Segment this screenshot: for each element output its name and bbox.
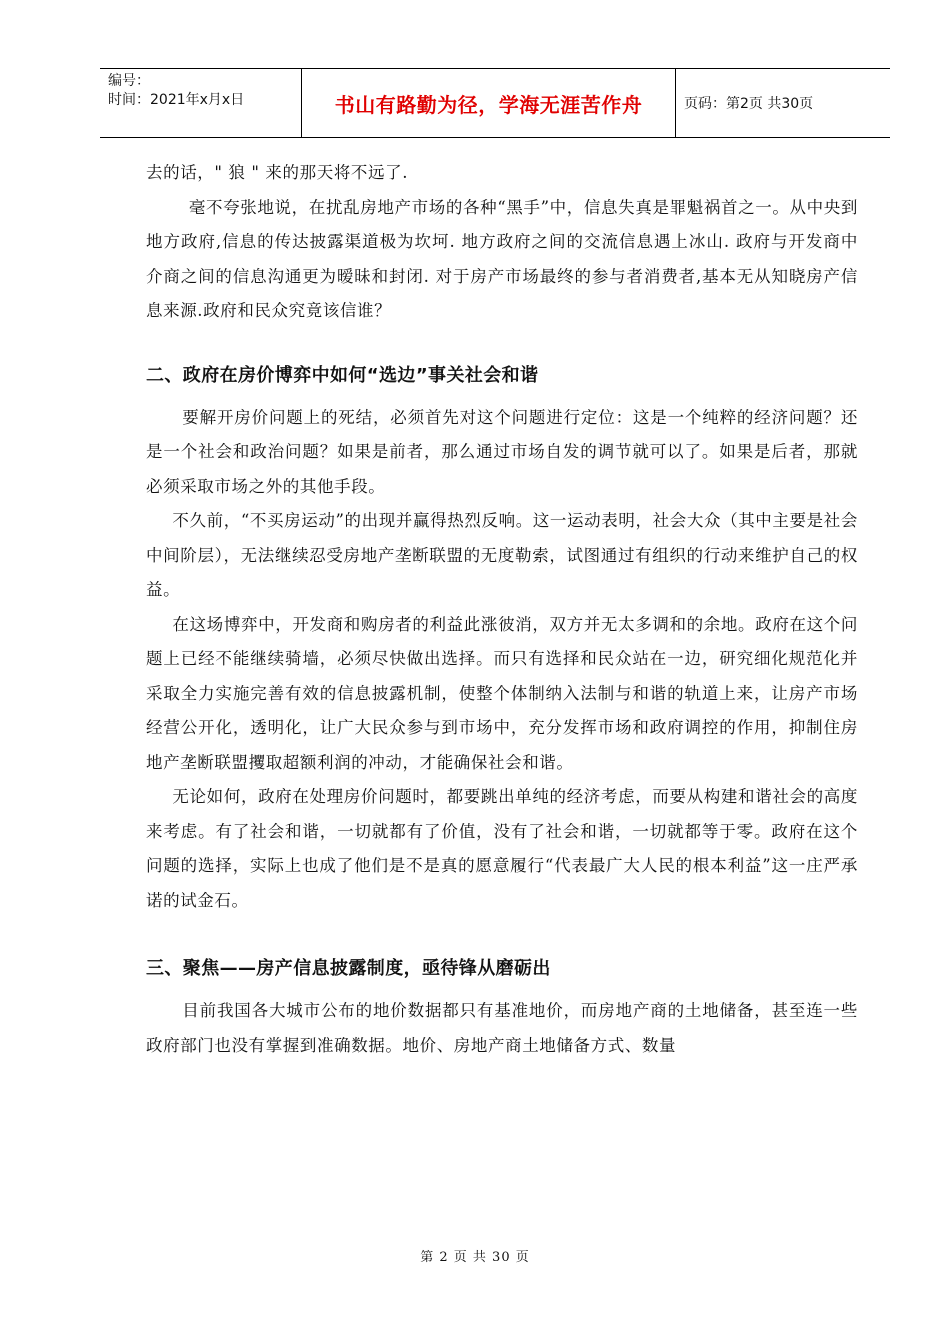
document-number-label: 编号： <box>108 73 150 89</box>
paragraph: 去的话，" 狼 " 来的那天将不远了. <box>146 163 409 182</box>
header-motto-cell <box>302 69 676 137</box>
paragraph: 要解开房价问题上的死结，必须首先对这个问题进行定位：这是一个纯粹的经济问题？还是一个社会和政治问题？如果是前者，那么通过市场自发的调节就可以了。如果是后者，那就必须采取市场之外的其他手段。 <box>146 407 858 496</box>
section-heading: 三、聚焦——房产信息披露制度，亟待锋从磨砺出 <box>146 958 551 979</box>
document-body <box>146 156 858 1063</box>
page-footer: 第 2 页 共 30 页 <box>420 1250 530 1265</box>
header-table <box>100 68 890 138</box>
header-page-code-cell <box>676 69 890 137</box>
section-heading: 二、政府在房价博弈中如何“选边”事关社会和谐 <box>146 364 539 386</box>
paragraph: 在这场博弈中，开发商和购房者的利益此涨彼消，双方并无太多调和的余地。政府在这个问题上已经不能继续骑墙，必须尽快做出选择。而只有选择和民众站在一边，研究细化规范化并采取全力实施完善有效的信息披露机制，使整个体制纳入法制与和谐的轨道上来，让房产市场经营公开化，透明化，让广大民众参与到市场中，充分发挥市场和政府调控的作用，抑制住房地产垄断联盟攫取超额利润的冲动，才能确保社会和谐。 <box>146 614 858 772</box>
header-page-code: 页码：第2页 共30页 <box>684 96 814 112</box>
header-motto: 书山有路勤为径，学海无涯苦作舟 <box>334 92 643 117</box>
document-time-label: 时间：2021年x月x日 <box>108 92 245 108</box>
header-info-cell <box>100 69 302 137</box>
paragraph: 目前我国各大城市公布的地价数据都只有基准地价，而房地产商的土地储备，甚至连一些政府部门也没有掌握到准确数据。地价、房地产商土地储备方式、数量 <box>146 1001 858 1055</box>
paragraph: 不久前，“不买房运动”的出现并赢得热烈反响。这一运动表明，社会大众（其中主要是社会中间阶层），无法继续忍受房地产垄断联盟的无度勒索，试图通过有组织的行动来维护自己的权益。 <box>146 511 858 599</box>
paragraph: 毫不夸张地说，在扰乱房地产市场的各种“黑手”中，信息失真是罪魁祸首之一。从中央到地方政府,信息的传达披露渠道极为坎坷. 地方政府之间的交流信息遇上冰山. 政府与开发商中介商之间的信息沟通更为暧昧和封闭. 对于房产市场最终的参与者消费者,基本无从知晓房产信息来源.政府和民众究竟该信谁？ <box>146 197 858 320</box>
paragraph: 无论如何，政府在处理房价问题时，都要跳出单纯的经济考虑，而要从构建和谐社会的高度来考虑。有了社会和谐，一切就都有了价值，没有了社会和谐，一切就都等于零。政府在这个问题的选择，实际上也成了他们是不是真的愿意履行“代表最广大人民的根本利益”这一庄严承诺的试金石。 <box>146 787 858 910</box>
